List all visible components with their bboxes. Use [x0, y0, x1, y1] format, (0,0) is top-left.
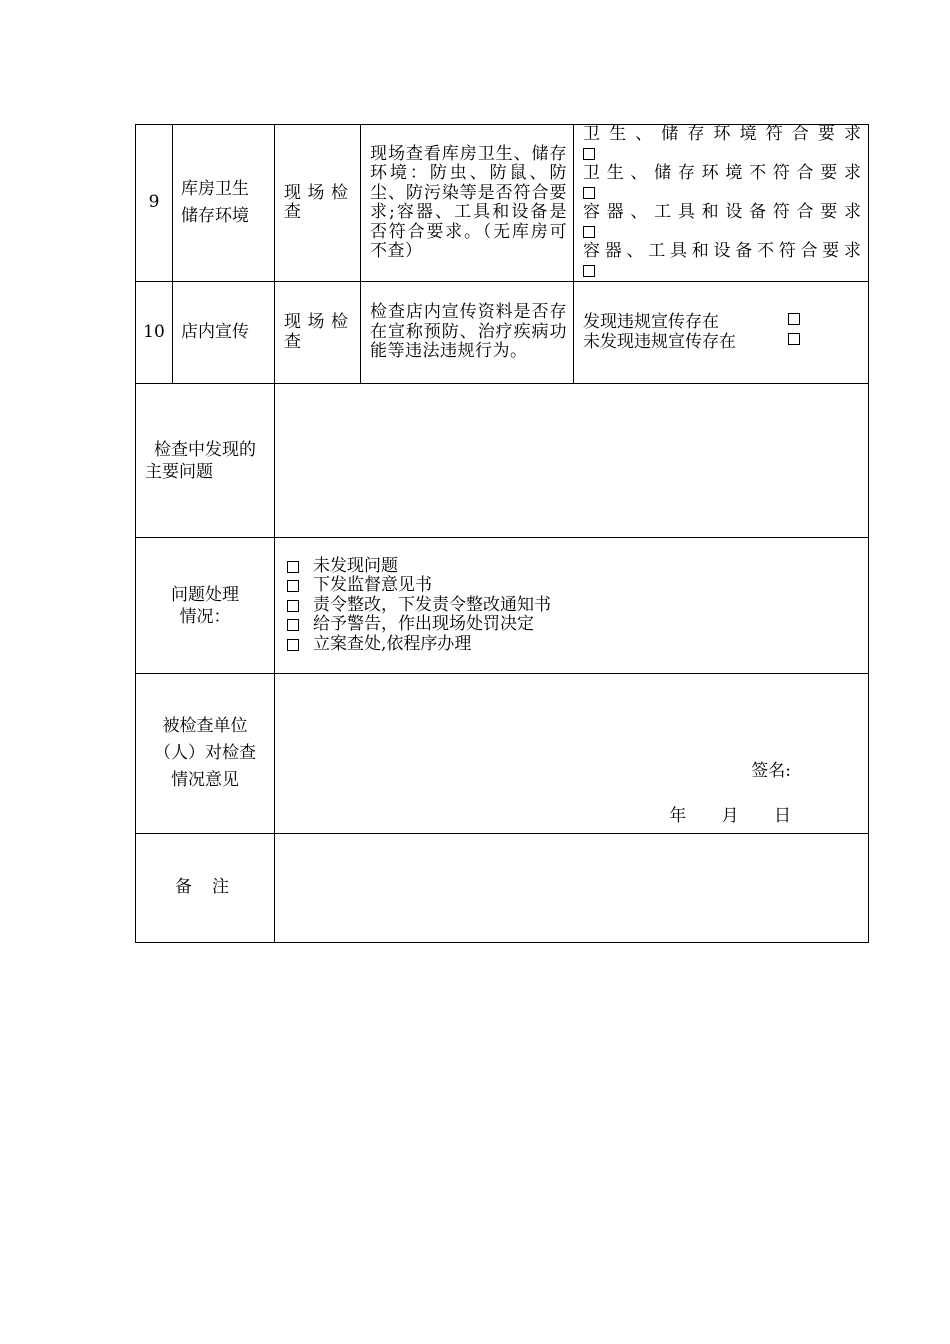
handling-option[interactable] — [287, 596, 868, 616]
checkbox-icon[interactable] — [583, 226, 595, 238]
date-month: 月 — [721, 806, 739, 826]
check-results — [574, 125, 869, 282]
problems-row — [136, 384, 869, 538]
opinion-field[interactable] — [275, 674, 869, 834]
checkbox-icon[interactable] — [583, 187, 595, 199]
result-option-text: 卫生、储存环境不符合要求 — [583, 163, 862, 183]
check-item — [173, 125, 275, 282]
checkbox-icon[interactable] — [287, 600, 299, 612]
handling-row — [136, 538, 869, 674]
check-item-text: 库房卫生储存环境 — [181, 179, 249, 226]
result-option[interactable] — [583, 333, 862, 353]
result-option-text: 容器、工具和设备不符合要求 — [583, 241, 862, 261]
result-option-text: 发现违规宣传存在 — [583, 312, 719, 332]
check-item: 店内宣传 — [173, 282, 275, 384]
signature-label: 签名: — [751, 761, 791, 781]
result-option-checkbox[interactable] — [583, 262, 862, 282]
result-option-text: 容器、工具和设备符合要求 — [583, 202, 862, 222]
inspection-form — [135, 124, 868, 943]
handling-option-label: 给予警告，作出现场处罚决定 — [313, 614, 534, 635]
check-content: 检查店内宣传资料是否存在宣称预防、治疗疾病功能等违法违规行为。 — [361, 282, 574, 384]
handling-option-label: 立案查处,依程序办理 — [313, 633, 472, 654]
checkbox-icon[interactable] — [583, 265, 595, 277]
problems-label-line: 主要问题 — [145, 461, 213, 482]
handling-options — [275, 538, 869, 674]
handling-option-label: 责令整改，下发责令整改通知书 — [313, 594, 551, 615]
result-option-checkbox[interactable] — [583, 184, 862, 204]
handling-option-label: 未发现问题 — [313, 555, 398, 576]
handling-label-line: 情况： — [179, 606, 231, 627]
opinion-row — [136, 674, 869, 834]
problems-label-line: 检查中发现的 — [154, 439, 256, 460]
table-row — [136, 282, 869, 384]
date-day: 日 — [774, 806, 791, 826]
check-content: 现场查看库房卫生、储存环境：防虫、防鼠、防尘、防污染等是否符合要求;容器、工具和设备是否符合要求。（无库房可不查） — [361, 125, 574, 282]
opinion-label-line: 情况意见 — [171, 770, 239, 790]
opinion-label — [136, 674, 275, 834]
check-results — [574, 282, 869, 384]
result-option-checkbox[interactable] — [583, 223, 862, 243]
date-line — [669, 807, 791, 827]
checkbox-icon[interactable] — [583, 148, 595, 160]
handling-option[interactable] — [287, 615, 868, 635]
remarks-field[interactable] — [275, 834, 869, 943]
remarks-row — [136, 834, 869, 943]
check-method: 现场检查 — [275, 282, 361, 384]
row-number: 10 — [136, 282, 173, 384]
result-option-checkbox[interactable] — [583, 145, 862, 165]
checkbox-icon[interactable] — [287, 639, 299, 651]
opinion-label-line: 被检查单位 — [162, 716, 248, 736]
checkbox-icon[interactable] — [287, 580, 299, 592]
checkbox-icon[interactable] — [788, 333, 800, 345]
result-option[interactable] — [583, 313, 862, 333]
table-row — [136, 125, 869, 282]
row-number: 9 — [136, 125, 173, 282]
checkbox-icon[interactable] — [287, 619, 299, 631]
handling-option-label: 下发监督意见书 — [313, 575, 432, 596]
checkbox-icon[interactable] — [788, 313, 800, 325]
handling-label — [136, 538, 275, 674]
opinion-label-line: （人）对检查 — [154, 743, 256, 763]
result-option-text: 未发现违规宣传存在 — [583, 331, 736, 352]
date-year: 年 — [669, 806, 687, 826]
handling-option[interactable] — [287, 557, 868, 577]
handling-option[interactable] — [287, 576, 868, 596]
handling-option[interactable] — [287, 635, 868, 655]
check-method: 现场检查 — [275, 125, 361, 282]
checkbox-icon[interactable] — [287, 561, 299, 573]
inspection-table — [135, 124, 869, 943]
problems-field[interactable] — [275, 384, 869, 538]
remarks-label: 备注 — [136, 834, 275, 943]
result-option-text: 卫生、储存环境符合要求 — [583, 124, 862, 144]
handling-label-line: 问题处理 — [171, 584, 239, 605]
problems-label — [136, 384, 275, 538]
